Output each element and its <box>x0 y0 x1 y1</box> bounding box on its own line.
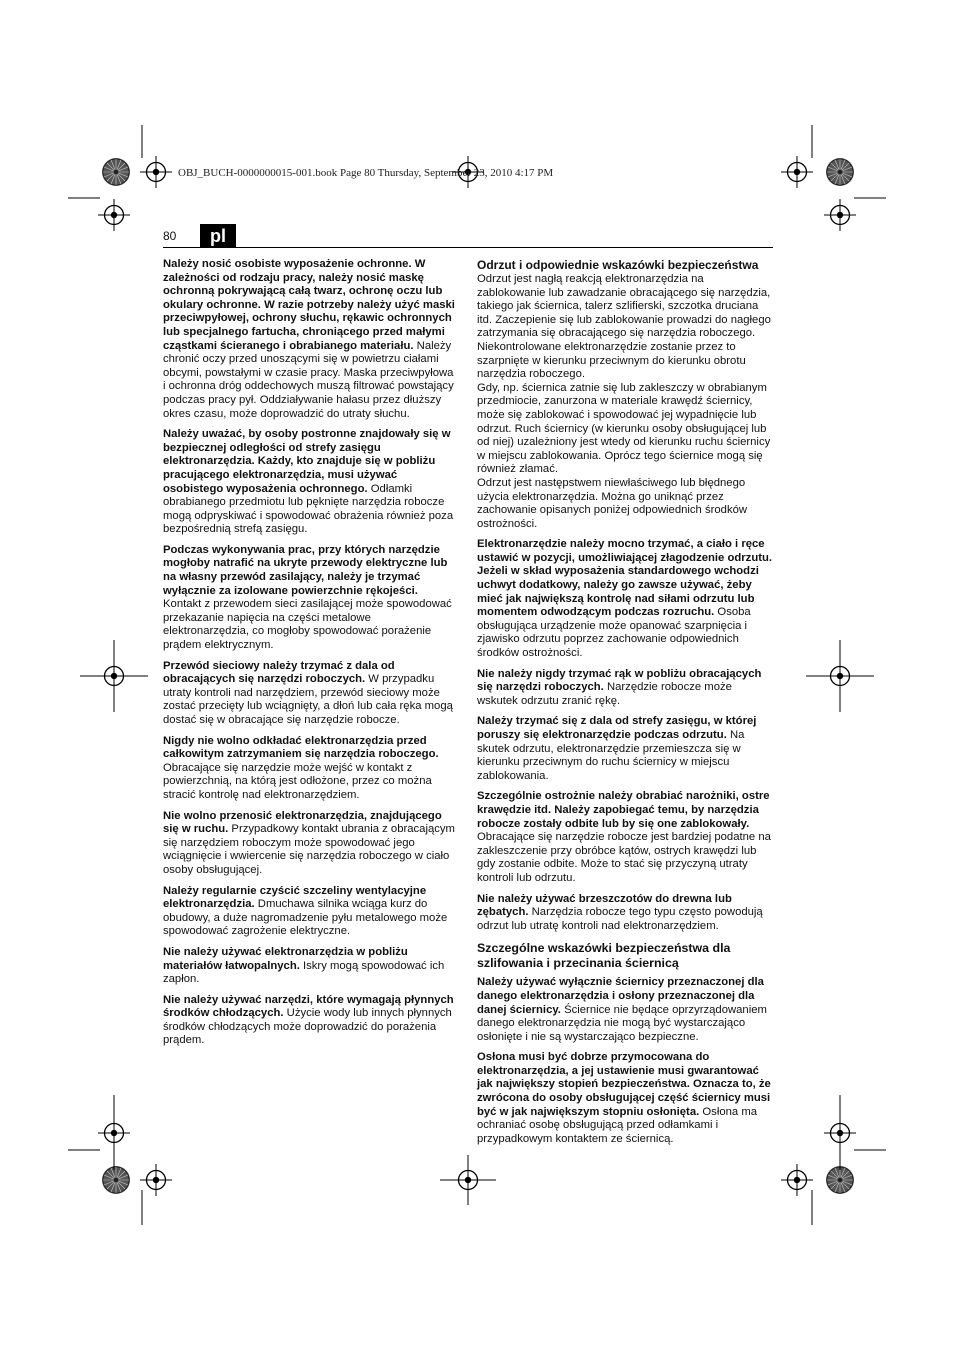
paragraph-text: Obracające się narzędzie może wejść w kontakt z powierzchnią, na którą jest odłożone, przez co można stracić kontrolę nad elektronarzędziem. <box>163 761 432 801</box>
paragraph-bold: Należy używać wyłącznie ściernicy przeznaczonej dla danego elektronarzędzia i osłony przeznaczonej dla danej ściernicy. <box>477 976 764 1016</box>
safety-paragraph <box>163 428 459 537</box>
paragraph-bold: Nigdy nie wolno odkładać elektronarzędzia przed całkowitym zatrzymaniem się narzędzia roboczego. <box>163 734 439 761</box>
safety-paragraph <box>163 885 459 939</box>
safety-paragraph <box>163 810 459 878</box>
paragraph-bold: Nie należy używać brzeszczotów do drewna lub zębatych. <box>477 892 732 919</box>
safety-paragraph <box>477 790 773 885</box>
paragraph-text: Obracające się narzędzie robocze jest bardziej podatne na zakleszczenie przy obróbce kątów, ostrych krawędzi lub gdy zostanie odbite. Może to stać się przyczyną utraty kontroli lub odrzutu. <box>477 831 771 884</box>
paragraph-text: Przypadkowy kontakt ubrania z obracającym się narzędziem roboczym może spowodować jego wciągnięcie i wwiercenie się narzędzia roboczego w ciało osoby obsługującej. <box>163 823 455 876</box>
safety-paragraph <box>477 715 773 783</box>
paragraph-text: Kontakt z przewodem sieci zasilającej może spowodować przekazanie napięcia na części metalowe elektronarzędzia, co mogłoby spowodować porażenie prądem elektrycznym. <box>163 598 452 652</box>
paragraph-bold: Należy uważać, by osoby postronne znajdowały się w bezpiecznej odległości od strefy zasięgu elektronarzędzia. Każdy, kto znajduje się w pobliżu pracującego elektronarzędzia, musi używać osobistego wyposażenia ochronnego. <box>163 428 451 495</box>
safety-paragraph <box>477 538 773 660</box>
paragraph-bold: Należy trzymać się z dala od strefy zasięgu, w której poruszy się elektronarzędzie podczas odrzutu. <box>477 715 757 741</box>
page-number: 80 <box>163 229 177 243</box>
paragraph-text: Dmuchawa silnika wciąga kurz do obudowy, a duże nagromadzenie pyłu metalowego może spowodować zagrożenie elektryczne. <box>163 898 448 938</box>
paragraph-text: Iskry mogą spowodować ich zapłon. <box>163 959 445 986</box>
paragraph-bold: Należy regularnie czyścić szczeliny wentylacyjne elektronarzędzia. <box>163 884 427 911</box>
section-heading-kickback: Odrzut i odpowiednie wskazówki bezpieczeństwa <box>477 258 759 272</box>
paragraph-text: Na skutek odrzutu, elektronarzędzie przemieszcza się w kierunku przeciwnym do ruchu ściernicy w miejscu zablokowania. <box>477 729 745 782</box>
paragraph-bold: Nie należy nigdy trzymać rąk w pobliżu obracających się narzędzi roboczych. <box>477 667 762 694</box>
paragraph-text: Ściernice nie będące oprzyrządowaniem danego elektronarzędzia nie mogą być wystarczająco osłonięte i nie są wystarczająco bezpieczne. <box>477 1003 767 1043</box>
intro-paragraph: Gdy, np. ściernica zatnie się lub zakleszczy w obrabianym przedmiocie, zanurzona w materiale krawędź ściernicy, może się zablokować i spowodować jej wypadnięcie lub odrzut. Ruch ściernicy (w kierunku osoby obsługującej lub od niej) uzależniony jest wtedy od kierunku ruchu ściernicy w miejscu zablokowania. Oprócz tego ściernice mogą się również złamać. <box>477 381 771 476</box>
paragraph-bold: Osłona musi być dobrze przymocowana do elektronarzędzia, a jej ustawienie musi gwarantować jak największy stopień bezpieczeństwa. Oznacza to, że zwrócona do osoby obsługującej część ściernicy musi być w jak największym stopniu osłonięta. <box>477 1051 771 1118</box>
paragraph-bold: Podczas wykonywania prac, przy których narzędzie mogłoby natrafić na ukryte przewody elektryczne lub na własny przewód zasilający, należy je trzymać wyłącznie za izolowane powierzchnie rękojeści. <box>163 543 448 597</box>
paragraph-text: Narzędzie robocze może wskutek odrzutu zranić rękę. <box>477 681 732 707</box>
paragraph-bold: Należy nosić osobiste wyposażenie ochronne. W zależności od rodzaju pracy, należy nosić maskę ochronną pokrywającą całą twarz, ochronę oczu lub okulary ochronne. W razie potrzeby należy użyć maski przeciwpyłowej, ochrony słuchu, rękawic ochronnych lub specjalnego fartucha, chroniącego przed małymi cząstkami ścieranego i obrabianego materiału. <box>163 258 455 352</box>
safety-paragraph <box>163 946 459 987</box>
paragraph-text: Odłamki obrabianego przedmiotu lub pęknięte narzędzia robocze mogą odpryskiwać i spowodować obrażenia również poza bezpośrednią strefą zasięgu. <box>163 482 454 536</box>
safety-paragraph <box>477 976 773 1044</box>
left-column <box>163 258 459 1055</box>
safety-paragraph <box>477 893 773 934</box>
safety-paragraph <box>163 660 459 728</box>
paragraph-bold: Przewód sieciowy należy trzymać z dala od obracających się narzędzi roboczych. <box>163 659 395 686</box>
paragraph-bold: Nie wolno przenosić elektronarzędzia, znajdującego się w ruchu. <box>163 809 442 836</box>
paragraph-bold: Nie należy używać elektronarzędzia w pobliżu materiałów łatwopalnych. <box>163 945 408 972</box>
safety-paragraph <box>163 258 459 421</box>
intro-paragraph: Odrzut jest nagłą reakcją elektronarzędzia na zablokowanie lub zawadzanie obracającego się narzędzia, takiego jak ściernica, talerz szlifierski, szczotka druciana itd. Zaczepienie się lub zablokowanie prowadzi do nagłego zatrzymania się obracającego się narzędzia roboczego. Niekontrolowane elektronarzędzie zostanie przez to szarpnięte w kierunku przeciwnym do kierunku obrotu narzędzia roboczego. <box>477 273 771 381</box>
safety-paragraph <box>163 994 459 1048</box>
safety-paragraph <box>477 668 773 709</box>
paragraph-text: Należy chronić oczy przed unoszącymi się w powietrzu ciałami obcymi, powstałymi w czasie pracy. Maska przeciwpyłowa i ochronna dróg oddechowych muszą filtrować powstający podczas pracy pył. Oddziaływanie hałasu przez dłuższy okres czasu, może doprowadzić do utraty słuchu. <box>163 339 454 420</box>
paragraph-text: Osoba obsługująca urządzenie może opanować szarpnięcia i zjawisko odrzutu poprzez zachowanie odpowiednich środków ostrożności. <box>477 606 751 660</box>
paragraph-bold: Szczególnie ostrożnie należy obrabiać narożniki, ostre krawędzie itd. Należy zapobiegać temu, by narzędzia robocze zostały odbite lub by się one zablokowały. <box>477 790 770 830</box>
paragraph-text: W przypadku utraty kontroli nad narzędziem, przewód sieciowy może zostać przecięty lub wciągnięty, a dłoń lub cała ręka mogą dostać się w obracające się narzędzie robocze. <box>163 673 453 726</box>
paragraph-bold: Elektronarzędzie należy mocno trzymać, a ciało i ręce ustawić w pozycji, umożliwiającej złagodzenie odrzutu. Jeżeli w skład wyposażenia standardowego wchodzi uchwyt dodatkowy, należy go zawsze używać, żeby mieć jak największą kontrolę nad siłami odrzutu lub momentem odwodzącym podczas rozruchu. <box>477 538 773 619</box>
paragraph-text: Użycie wody lub innych płynnych środków chłodzących może doprowadzić do porażenia prądem. <box>163 1007 452 1047</box>
print-meta-line: OBJ_BUCH-0000000015-001.book Page 80 Thursday, September 23, 2010 4:17 PM <box>178 167 554 179</box>
paragraph-text: Narzędzia robocze tego typu często powodują odrzut lub utratę kontroli nad elektronarzędziem. <box>477 906 763 932</box>
safety-paragraph <box>477 1051 773 1146</box>
header-rule <box>163 247 773 248</box>
safety-paragraph <box>163 544 459 653</box>
section-heading-grinding: Szczególne wskazówki bezpieczeństwa dla szlifowania i przecinania ściernicą <box>477 941 731 971</box>
language-tab: pl <box>200 224 236 248</box>
intro-paragraph: Odrzut jest następstwem niewłaściwego lub błędnego użycia elektronarzędzia. Można go uniknąć przez zachowanie opisanych poniżej odpowiednich środków ostrożności. <box>477 476 748 530</box>
paragraph-text: Osłona ma ochraniać osobę obsługującą przed odłamkami i przypadkowym kontaktem ze ściernicą. <box>477 1105 758 1145</box>
paragraph-bold: Nie należy używać narzędzi, które wymagają płynnych środków chłodzących. <box>163 993 454 1020</box>
safety-paragraph <box>163 735 459 803</box>
right-column <box>477 258 773 1153</box>
